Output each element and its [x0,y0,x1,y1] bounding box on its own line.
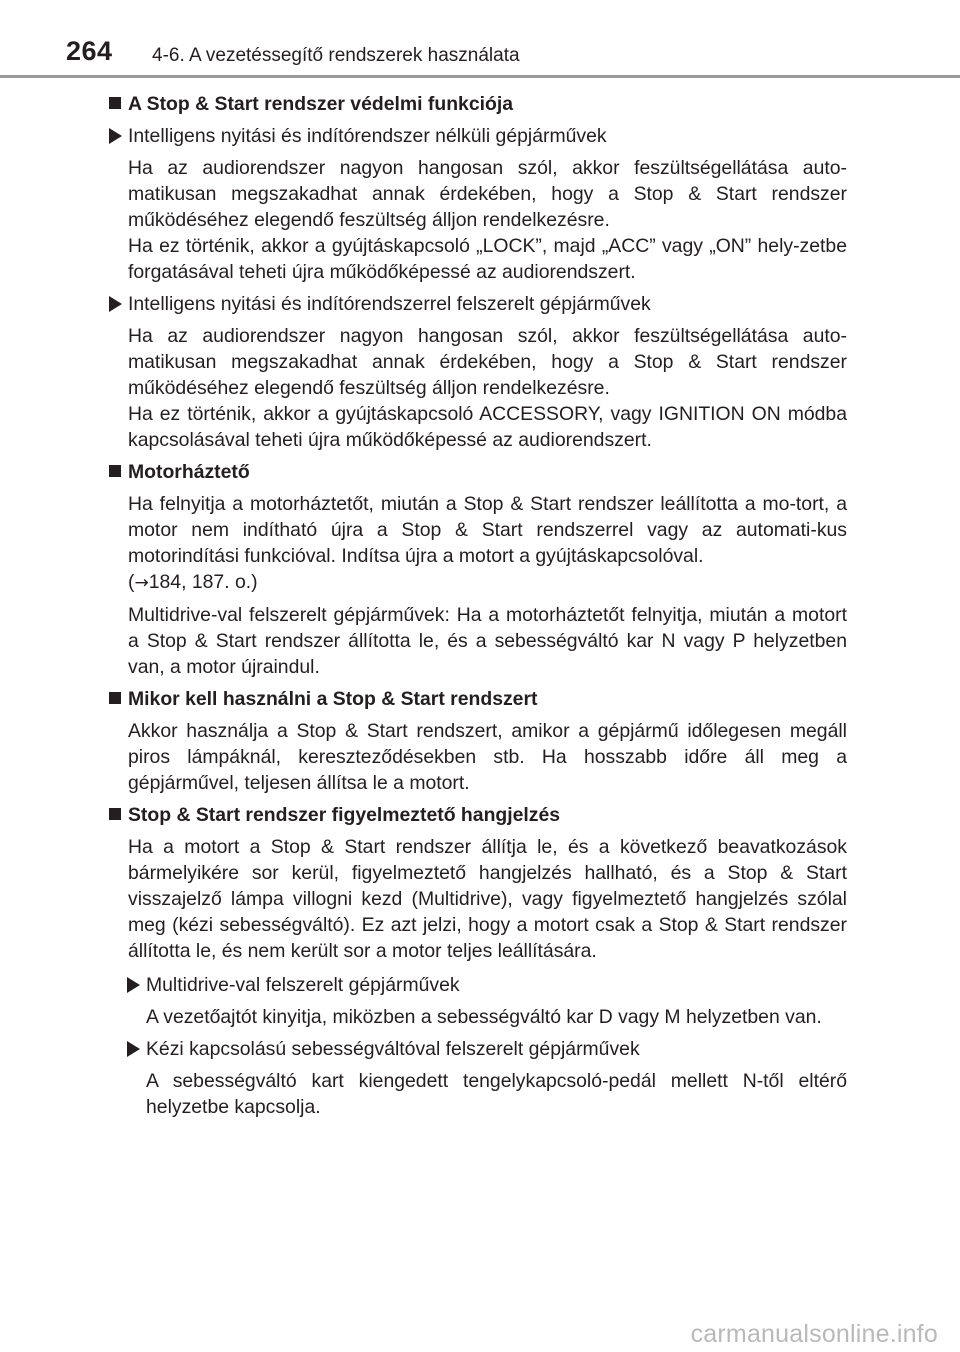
page-reference [128,571,258,593]
triangle-bullet-icon [127,977,140,993]
paragraph [107,323,847,453]
paragraph-text: Ha az audiorendszer nagyon hangosan szól, akkor feszültségellátása auto-matikusan megszakadhat annak érdekében, hogy a Stop & Start rendszer működéséhez elegendő feszültség álljon rendelkezésre. [128,325,847,399]
section-title: A Stop & Start rendszer védelmi funkciója [128,93,514,115]
right-arrow-icon: → [134,573,149,593]
section-title: Motorháztető [128,461,250,483]
paragraph-text: Ha a motort a Stop & Start rendszer állítja le, és a következő beavatkozások bármelyikére sor kerül, figyelmeztető hangjelzés hallható, és a Stop & Start visszajelző lámpa villogni kezd (Multidrive), vagy figyelmeztető hangjelzés szólal meg (kézi sebességváltó). Ez azt jelzi, hogy a motort csak a Stop & Start rendszer állította le, és nem került sor a motor teljes leállítására. [128,836,847,962]
paragraph [107,718,847,796]
paragraph [107,155,847,285]
section-heading-warning-buzzer [107,802,847,828]
paragraph-text: Ha felnyitja a motorháztetőt, miután a Stop & Start rendszer leállította a mo-tort, a motor nem indítható újra a Stop & Start rendszerrel vagy az automati-kus motorindítási funkcióval. Indítsa újra a motort a gyújtáskapcsolóval. [128,493,847,567]
reference-paren: ( [128,571,135,593]
watermark: carmanualsonline.info [690,1320,938,1348]
triangle-bullet-icon [127,1041,140,1057]
page-header [0,0,960,80]
triangle-bullet-icon [109,128,122,144]
subheading-title: Multidrive-val felszerelt gépjárművek [146,974,460,996]
paragraph [107,834,847,964]
paragraph [107,1004,847,1030]
paragraph [107,1068,847,1120]
paragraph-text: Ha ez történik, akkor a gyújtáskapcsoló „LOCK”, majd „ACC” vagy „ON” hely-zetbe forgatásával teheti újra működőképessé az audiorendszert. [128,235,847,283]
section-title: Stop & Start rendszer figyelmeztető hangjelzés [128,804,561,826]
paragraph-text: Ha ez történik, akkor a gyújtáskapcsoló ACCESSORY, vagy IGNITION ON módba kapcsolásával teheti újra működőképessé az audiorendszert. [128,403,847,451]
paragraph-text: A sebességváltó kart kiengedett tengelykapcsoló-pedál mellett N-től eltérő helyzetbe kapcsolja. [146,1070,847,1118]
subheading-multidrive [125,972,847,998]
subheading-with-smart-entry [107,291,847,317]
square-bullet-icon [109,808,121,820]
paragraph-text: Akkor használja a Stop & Start rendszert, amikor a gépjármű időlegesen megáll piros lámpáknál, kereszteződésekben stb. Ha hosszabb időre áll meg a gépjárművel, teljesen állítsa le a motort. [128,720,847,794]
paragraph [107,491,847,596]
paragraph-text: Multidrive-val felszerelt gépjárművek: Ha a motorháztetőt felnyitja, miután a motort a Stop & Start rendszer állította le, és a sebességváltó kar N vagy P helyzetben van, a motor újraindul. [128,604,847,678]
chapter-title: 4-6. A vezetéssegítő rendszerek használata [152,45,520,66]
section-heading-when-to-use [107,686,847,712]
section-title: Mikor kell használni a Stop & Start rendszert [128,688,538,710]
square-bullet-icon [109,692,121,704]
section-heading-stop-start-protection [107,91,847,117]
subheading-title: Intelligens nyitási és indítórendszerrel felszerelt gépjárművek [128,293,651,315]
header-divider [0,75,960,78]
reference-text: 184, 187. o.) [148,571,258,593]
subheading-title: Kézi kapcsolású sebességváltóval felszerelt gépjárművek [146,1038,640,1060]
subheading-title: Intelligens nyitási és indítórendszer nélküli gépjárművek [128,125,607,147]
subheading-manual-transmission [125,1036,847,1062]
square-bullet-icon [109,97,121,109]
triangle-bullet-icon [109,296,122,312]
section-heading-hood [107,459,847,485]
paragraph-text: A vezetőajtót kinyitja, miközben a sebességváltó kar D vagy M helyzetben van. [146,1006,822,1028]
page-number: 264 [66,36,113,66]
paragraph-text: Ha az audiorendszer nagyon hangosan szól, akkor feszültségellátása auto-matikusan megszakadhat annak érdekében, hogy a Stop & Start rendszer működéséhez elegendő feszültség álljon rendelkezésre. [128,157,847,231]
page-content [107,91,847,1126]
subheading-without-smart-entry [107,123,847,149]
paragraph [107,602,847,680]
square-bullet-icon [109,465,121,477]
